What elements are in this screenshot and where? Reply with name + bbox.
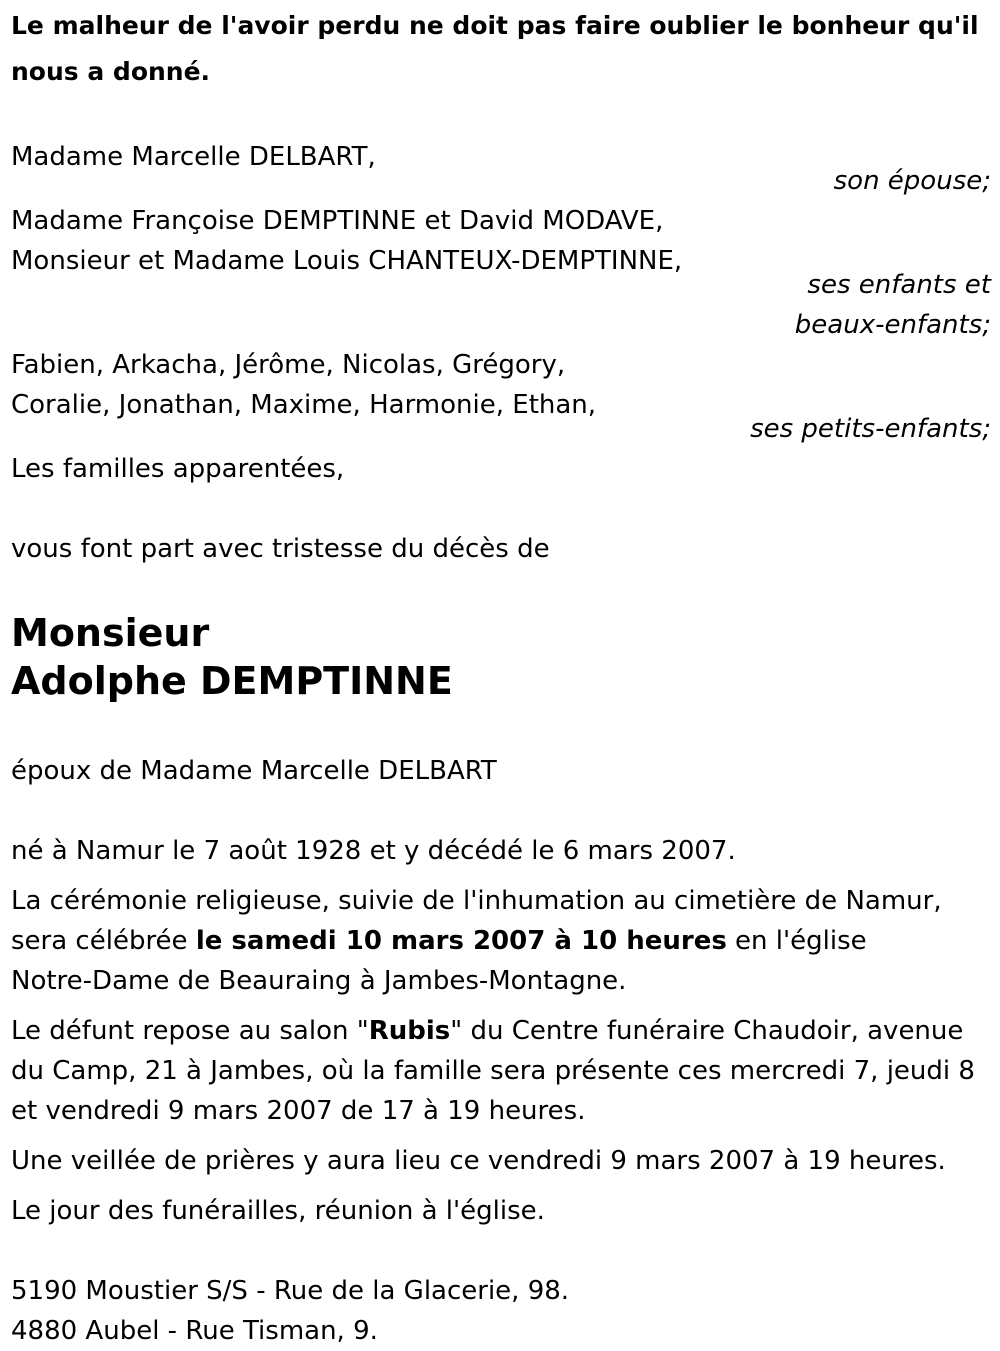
deceased-name: Adolphe DEMPTINNE	[11, 659, 453, 703]
epigraph-line-1: Le malheur de l'avoir perdu ne doit pas faire oublier le bonheur qu'il	[11, 11, 979, 40]
children-line-1: Madame Françoise DEMPTINNE et David MODAVE,	[11, 206, 664, 236]
repose-line-3: et vendredi 9 mars 2007 de 17 à 19 heures.	[11, 1096, 586, 1126]
obituary-notice	[11, 0, 991, 1351]
grandchildren-line-1: Fabien, Arkacha, Jérôme, Nicolas, Grégory,	[11, 350, 566, 380]
children-role-line-1: ses enfants et	[807, 270, 991, 300]
repose-line-1-end: " du Centre funéraire Chaudoir, avenue	[450, 1016, 964, 1046]
children-role-line-2: beaux-enfants;	[794, 310, 991, 340]
birth-death: né à Namur le 7 août 1928 et y décédé le 6 mars 2007.	[11, 836, 736, 866]
funeral-meeting: Le jour des funérailles, réunion à l'église.	[11, 1196, 545, 1226]
announcement: vous font part avec tristesse du décès de	[11, 534, 550, 564]
relatives: Les familles apparentées,	[11, 454, 345, 484]
ceremony-line-3: Notre-Dame de Beauraing à Jambes-Montagne.	[11, 966, 627, 996]
deceased-title: Monsieur	[11, 611, 210, 655]
ceremony-date-time: le samedi 10 mars 2007 à 10 heures	[195, 926, 727, 956]
repose-line-2: du Camp, 21 à Jambes, où la famille sera présente ces mercredi 7, jeudi 8	[11, 1056, 975, 1086]
grandchildren-role: ses petits-enfants;	[750, 414, 991, 444]
epigraph-line-2: nous a donné.	[11, 57, 211, 86]
address-1: 5190 Moustier S/S - Rue de la Glacerie, 98.	[11, 1276, 570, 1306]
spouse-of: époux de Madame Marcelle DELBART	[11, 756, 497, 786]
repose-line-1	[11, 1011, 991, 1051]
children-line-2: Monsieur et Madame Louis CHANTEUX-DEMPTINNE,	[11, 246, 683, 276]
address-2: 4880 Aubel - Rue Tisman, 9.	[11, 1316, 378, 1346]
repose-line-1-start: Le défunt repose au salon "	[11, 1016, 369, 1046]
ceremony-line-1: La cérémonie religieuse, suivie de l'inhumation au cimetière de Namur,	[11, 886, 942, 916]
ceremony-line-2-end: en l'église	[726, 926, 867, 956]
ceremony-line-2-start: sera célébrée	[11, 926, 196, 956]
salon-name: Rubis	[368, 1016, 451, 1046]
spouse-role: son épouse;	[833, 166, 991, 196]
ceremony-line-2	[11, 921, 991, 961]
vigil: Une veillée de prières y aura lieu ce vendredi 9 mars 2007 à 19 heures.	[11, 1146, 946, 1176]
repose-paragraph	[11, 1011, 991, 1131]
spouse-name: Madame Marcelle DELBART,	[11, 142, 376, 172]
ceremony-paragraph	[11, 881, 991, 1001]
grandchildren-line-2: Coralie, Jonathan, Maxime, Harmonie, Ethan,	[11, 390, 597, 420]
